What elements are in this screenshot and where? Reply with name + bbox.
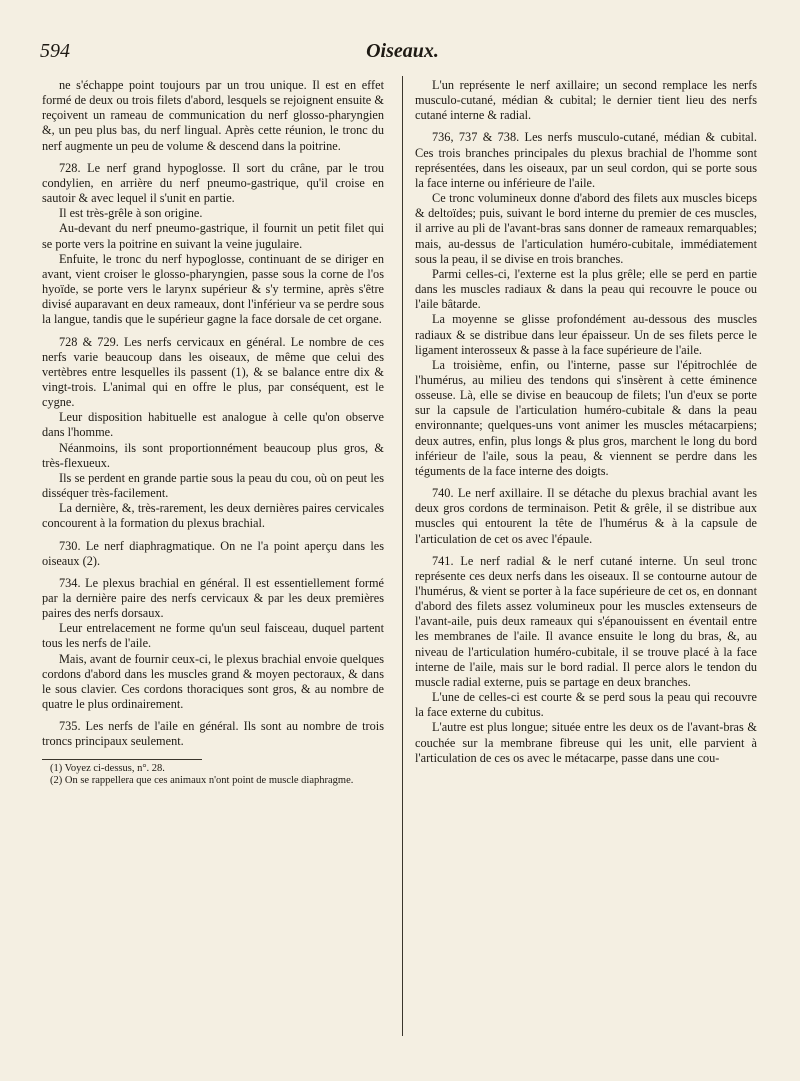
paragraph: 735. Les nerfs de l'aile en général. Ils sont au nombre de trois troncs principaux seulement. (42, 719, 384, 749)
paragraph: L'un représente le nerf axillaire; un second remplace les nerfs musculo-cutané, médian & cubital; le dernier tient lieu des nerfs cutané interne & radial. (415, 78, 757, 123)
left-column (42, 78, 384, 788)
running-title: Oiseaux. (366, 40, 439, 62)
footnote: (2) On se rappellera que ces animaux n'ont point de muscle diaphragme. (50, 775, 354, 787)
paragraph: Au-devant du nerf pneumo-gastrique, il fournit un petit filet qui se porte vers la poitrine en suivant la veine jugulaire. (42, 221, 384, 251)
column-divider (402, 76, 403, 1036)
paragraph: 728. Le nerf grand hypoglosse. Il sort du crâne, par le trou condylien, en arrière du nerf pneumo-gastrique, qu'il croise en sautoir & avec lequel il s'unit en partie. (42, 160, 384, 206)
paragraph: 730. Le nerf diaphragmatique. On ne l'a point aperçu dans les oiseaux (2). (42, 538, 384, 568)
page-header (40, 40, 765, 70)
paragraph: Néanmoins, ils sont proportionnément beaucoup plus gros, & très-flexueux. (42, 440, 384, 470)
paragraph: L'une de celles-ci est courte & se perd sous la peau qui recouvre la face externe du cubitus. (415, 690, 757, 720)
paragraph: Parmi celles-ci, l'externe est la plus grêle; elle se perd en partie dans les muscles radiaux & dans la peau qui recouvre le pouce ou l'aile bâtarde. (415, 266, 757, 312)
paragraph: 740. Le nerf axillaire. Il se détache du plexus brachial avant les deux gros cordons de terminaison. Petit & grêle, il se distribue aux muscles qui entourent la tête de l'humérus & à la capsule de l'articulation de cet os avec l'épaule. (415, 486, 757, 546)
paragraph: 736, 737 & 738. Les nerfs musculo-cutané, médian & cubital. Ces trois branches principales du plexus brachial de l'homme sont représentées, dans les oiseaux, par un seul cordon, qui se porte sous la face interne ou inférieure de l'aile. (415, 130, 757, 190)
paragraph: La dernière, &, très-rarement, les deux dernières paires cervicales concourent à la formation du plexus brachial. (42, 501, 384, 531)
paragraph: L'autre est plus longue; située entre les deux os de l'avant-bras & couchée sur la membrane fibreuse qui les unit, elle parvient à l'articulation de ces os avec le métacarpe, passe dans une cou- (415, 720, 757, 765)
page-number: 594 (40, 40, 70, 62)
footnote-divider (42, 759, 202, 760)
paragraph: ne s'échappe point toujours par un trou unique. Il est en effet formé de deux ou trois filets d'abord, lesquels se rejoignent ensuite & reçoivent un rameau de communication du nerf glosso-pharyngien &, un peu plus bas, du nerf lingual. Après cette réunion, le tronc du nerf augmente un peu de volume & descend dans la poitrine. (42, 78, 384, 153)
paragraph: Il est très-grêle à son origine. (59, 206, 203, 221)
paragraph: 734. Le plexus brachial en général. Il est essentiellement formé par la dernière paire des nerfs cervicaux & par les deux premières paires des nerfs dorsaux. (42, 575, 384, 621)
paragraph: Mais, avant de fournir ceux-ci, le plexus brachial envoie quelques cordons d'abord dans les muscles grand & moyen pectoraux, & dans le sous clavier. Ces cordons thoraciques sont gros, & au nombre de quatre le plus ordinairement. (42, 651, 384, 712)
paragraph: Ce tronc volumineux donne d'abord des filets aux muscles biceps & deltoïdes; puis, suivant le bord interne du premier de ces muscles, il arrive au pli de l'avant-bras sans donner de rameaux remarquables; mais, au-dessus de l'articulation huméro-cubitale, immédiatement sous la peau, il se divise en trois branches. (415, 191, 757, 266)
paragraph: Leur entrelacement ne forme qu'un seul faisceau, duquel partent tous les nerfs de l'aile. (42, 621, 384, 651)
paragraph: Enfuite, le tronc du nerf hypoglosse, continuant de se diriger en avant, vient croiser le glosso-pharyngien, passe sous la corne de l'os hyoïde, se porte vers le larynx supérieur & s'y termine, après s'être divisé auparavant en deux rameaux, dont l'inférieur va se perdre sous la langue, tandis que le supérieur gagne la face dorsale de cet organe. (42, 251, 384, 327)
footnote: (1) Voyez ci-dessus, n°. 28. (50, 762, 165, 774)
paragraph: Leur disposition habituelle est analogue à celle qu'on observe dans l'homme. (42, 410, 384, 440)
paragraph: La moyenne se glisse profondément au-dessous des muscles radiaux & se distribue dans leur épaisseur. Un de ses filets perce le ligament interosseux & passe à la face supérieure de l'aile. (415, 312, 757, 357)
paragraph: Ils se perdent en grande partie sous la peau du cou, où on peut les disséquer très-facilement. (42, 470, 384, 501)
right-column (415, 78, 757, 766)
paragraph: La troisième, enfin, ou l'interne, passe sur l'épitrochlée de l'humérus, au milieu des tendons qui s'insèrent à cette éminence osseuse. Là, elle se divise en beaucoup de filets; l'un d'eux se porte sur la capsule de l'articulation huméro-cubitale & dans la peau environnante; quelques-uns vont animer les muscles métacarpiens; deux autres, enfin, plus longs & plus gros, marchent le long du bord inférieur de l'aile, sous la peau, & viennent se perdre dans les téguments de la face interne des doigts. (415, 357, 757, 478)
paragraph: 728 & 729. Les nerfs cervicaux en général. Le nombre de ces nerfs varie beaucoup dans les oiseaux, de même que celui des vertèbres entre lesquelles ils passent (1), & se balance entre dix & vingt-trois. L'animal qui en offre le plus, par conséquent, est le cygne. (42, 334, 384, 410)
paragraph: 741. Le nerf radial & le nerf cutané interne. Un seul tronc représente ces deux nerfs dans les oiseaux. Il se contourne autour de l'humérus, & vient se porter à la face supérieure de cet os, en donnant d'abord des filets assez volumineux pour les muscles extenseurs de l'avant-aile, puis deux rameaux qui s'épanouissent en éventail entre les membranes de l'aile. Il avance ensuite le long du bras, &, au niveau de l'articulation huméro-cubitale, il se trouve placé à la face interne de l'aile, mais sur le bord radial. Il perce alors le tendon du muscle radial externe, puis se partage en deux branches. (415, 553, 757, 689)
